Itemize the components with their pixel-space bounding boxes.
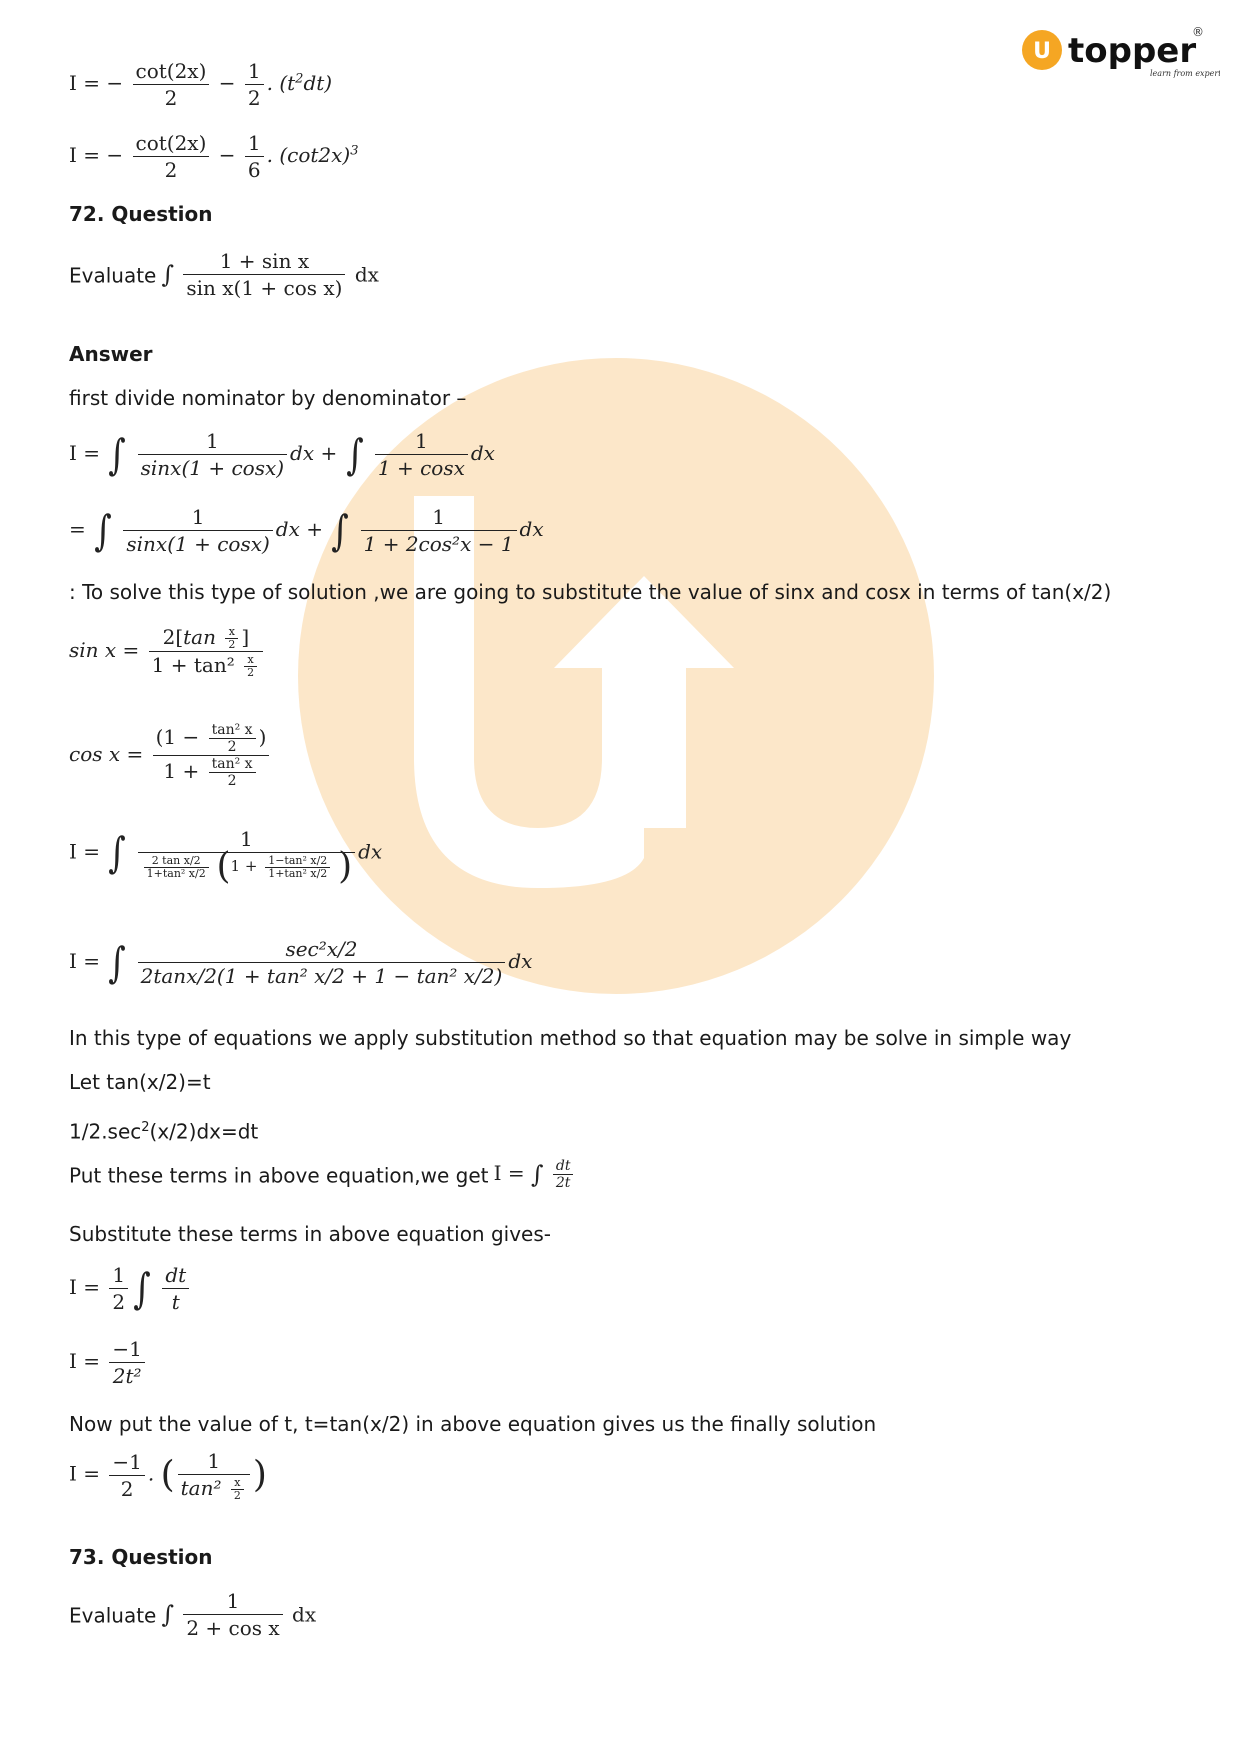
logo-icon-letter: U bbox=[1033, 39, 1051, 64]
substitute-gives-text: Substitute these terms in above equation gives- bbox=[69, 1222, 551, 1246]
equation-split-2: = ∫ $\frac{1}{\sin x(1 + \cos x)}$ dx + ∫ $\frac{1}{\text{1 + 2cos²x − 1}}$ dx bbox=[69, 505, 544, 556]
logo-wordmark: topper bbox=[1068, 31, 1197, 71]
cont-line-1: I = − $\frac{\cot(2x)}{2}$ − $\frac{1}{2}$ . $(t^2dt)$ bbox=[69, 59, 333, 110]
step-substitute-text: : To solve this type of solution ,we are going to substitute the value of sinx and cosx in terms of tan(x/2) bbox=[69, 580, 1112, 604]
equation-split: I = ∫ $\frac{1}{\sin x(1 + \cos x)}$ dx + ∫ $\frac{1}{1 + \cos x}$ dx bbox=[69, 429, 495, 480]
final-solution-text: Now put the value of t, t=tan(x/2) in above equation gives us the finally solution bbox=[69, 1412, 877, 1436]
step-substitution-method-text: In this type of equations we apply substitution method so that equation may be solve in simple way bbox=[69, 1026, 1072, 1050]
sin-x-formula: sin x = 2[tan $\frac{x}{2}$ ] 1 + tan² $\frac{x}{2}$ bbox=[69, 624, 266, 679]
equation-reduced: I = $\frac{1}{2}$ ∫ $\frac{dt}{t}$ bbox=[69, 1262, 192, 1315]
equation-substituted: I = ∫ 1 $\frac{\text{2 tan x/2}}{\text{1+tan² x/2}}$ (1 + $\frac{\text{1−tan² x/2}}{\text{1+tan² x/2}}$ ) dx bbox=[69, 827, 383, 887]
equation-final: I = $\frac{-1}{2}$ . ( 1 tan² $\frac{x}{2}$ ) bbox=[69, 1449, 267, 1502]
cos-x-formula: cos x = (1 − $\frac{\text{tan² x}}{2}$ ) 1 + $\frac{\text{tan² x}}{2}$ bbox=[69, 722, 272, 789]
step-divide-text: first divide nominator by denominator – bbox=[69, 386, 467, 410]
logo-tagline: learn from experts bbox=[1150, 69, 1220, 78]
question-73-statement: Evaluate ∫ $\frac{1}{\text{2 + cos x}}$ dx bbox=[69, 1589, 317, 1640]
question-73-heading: 73. Question bbox=[69, 1545, 213, 1569]
logo-registered: ® bbox=[1192, 25, 1204, 39]
question-72-heading: 72. Question bbox=[69, 202, 213, 226]
put-terms-line: Put these terms in above equation,we get I = ∫ $\frac{dt}{2t}$ bbox=[69, 1158, 576, 1191]
cont-line-2: I = − $\frac{\cot(2x)}{2}$ − $\frac{1}{6}$ . $(\cot 2x)^3$ bbox=[69, 131, 359, 182]
differential-text: $1/2.\sec^2(x/2)dx=dt$ bbox=[69, 1119, 259, 1144]
equation-simplified: I = ∫ $\frac{\text{sec²x/2}}{\text{2tanx/2(1 + tan² x/2 + 1 − tan² x/2)}}$ dx bbox=[69, 937, 533, 988]
answer-heading: Answer bbox=[69, 342, 153, 366]
question-72-statement: Evaluate ∫ $\frac{\text{1 + sin x}}{\text{sin x(1 + cos x)}}$ dx bbox=[69, 249, 379, 300]
let-t-text: Let tan(x/2)=t bbox=[69, 1070, 211, 1094]
topper-logo bbox=[1020, 24, 1220, 84]
equation-integrated: I = $\frac{-1}{\text{2t²}}$ bbox=[69, 1336, 148, 1389]
